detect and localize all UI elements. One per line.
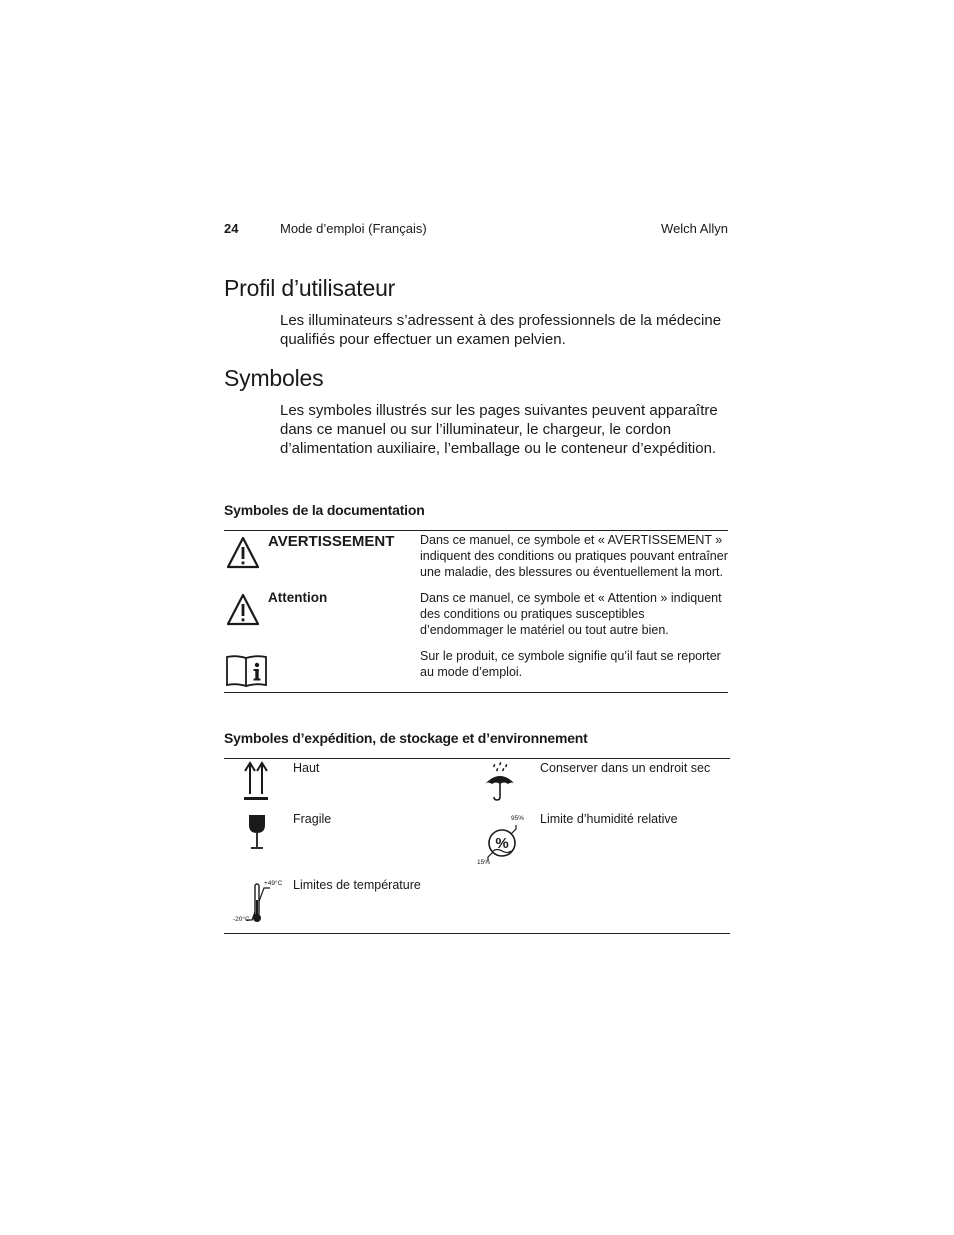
- consult-instructions-icon: [225, 654, 269, 688]
- running-header-title: Mode d’emploi (Français): [280, 221, 427, 236]
- humidity-limit-icon: [476, 813, 528, 869]
- caution-triangle-icon: [226, 593, 260, 627]
- subheading-shipping-symbols: Symboles d’expédition, de stockage et d’environnement: [224, 730, 588, 746]
- svg-text:%: %: [495, 835, 509, 852]
- warning-triangle-icon: [226, 536, 260, 570]
- shipping-table-top-rule: [224, 758, 730, 759]
- temperature-limit-icon: [230, 878, 284, 928]
- running-header-brand: Welch Allyn: [661, 221, 728, 236]
- table-bottom-rule: [224, 692, 728, 693]
- symbols-paragraph: Les symboles illustrés sur les pages suivantes peuvent apparaître dans ce manuel ou sur l’illuminateur, le chargeur, le cordon d’alimentation auxiliaire, l’emballage ou le conteneur d’expédition.: [280, 402, 718, 457]
- caution-label: Attention: [268, 590, 328, 605]
- keep-dry-label: Conserver dans un endroit sec: [540, 761, 711, 775]
- humidity-lower-limit: 15%: [477, 859, 491, 866]
- temperature-label: Limites de température: [293, 878, 421, 892]
- warning-description: Dans ce manuel, ce symbole et « AVERTISSEMENT » indiquent des conditions ou pratiques pouvant entraîner une maladie, des blessures ou éventuellement la mort.: [420, 533, 728, 579]
- keep-dry-umbrella-icon: [482, 762, 518, 802]
- subheading-doc-symbols: Symboles de la documentation: [224, 502, 425, 518]
- temperature-upper-limit: +49°C: [264, 880, 283, 887]
- instructions-description: Sur le produit, ce symbole signifie qu’il faut se reporter au mode d’emploi.: [420, 649, 721, 679]
- fragile-glass-icon: [247, 813, 267, 851]
- up-label: Haut: [293, 761, 320, 775]
- this-way-up-icon: [242, 760, 270, 802]
- section-title-symbols: Symboles: [224, 365, 324, 391]
- section-title-profile: Profil d’utilisateur: [224, 275, 396, 301]
- caution-description: Dans ce manuel, ce symbole et « Attention » indiquent des conditions ou pratiques susceptibles d’endommager le matériel ou tout autre bien.: [420, 591, 722, 637]
- temperature-lower-limit: -20°C: [233, 916, 250, 923]
- fragile-label: Fragile: [293, 812, 332, 826]
- humidity-upper-limit: 95%: [511, 815, 525, 822]
- profile-paragraph: Les illuminateurs s’adressent à des professionnels de la médecine qualifiés pour effectuer un examen pelvien.: [280, 312, 722, 348]
- shipping-table-bottom-rule: [224, 933, 730, 934]
- warning-label: AVERTISSEMENT: [268, 533, 395, 550]
- page-number: 24: [224, 221, 239, 236]
- humidity-label: Limite d’humidité relative: [540, 812, 678, 826]
- table-top-rule: [224, 530, 728, 531]
